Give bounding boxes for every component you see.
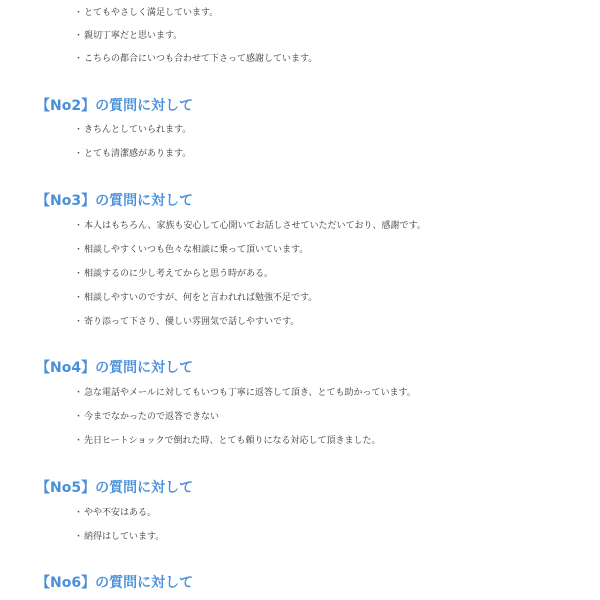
section-heading: 【No2】の質問に対して [36, 98, 194, 114]
list-item [74, 7, 218, 19]
list-item-text: 相談するのに少し考えてからと思う時がある。 [84, 269, 274, 279]
bullet-icon: ・ [74, 125, 84, 135]
list-item [74, 316, 299, 328]
list-item-text: 親切丁寧だと思います。 [84, 31, 183, 41]
list-item-text: こちらの都合にいつも合わせて下さって感謝しています。 [84, 54, 318, 64]
list-item-text: 納得はしています。 [84, 532, 165, 542]
list-item-text: きちんとしていられます。 [84, 125, 192, 135]
list-item [74, 268, 273, 280]
bullet-icon: ・ [74, 221, 84, 231]
list-item [74, 292, 317, 304]
bullet-icon: ・ [74, 54, 84, 64]
bullet-icon: ・ [74, 31, 84, 41]
list-item-text: 寄り添って下さり、優しい雰囲気で話しやすいです。 [84, 317, 300, 327]
section-heading: 【No3】の質問に対して [36, 193, 194, 209]
list-item-text: 急な電話やメールに対してもいつも丁寧に返答して頂き、とても助かっています。 [84, 388, 416, 398]
list-item [74, 531, 164, 543]
bullet-icon: ・ [74, 245, 84, 255]
list-item [74, 507, 156, 519]
list-item [74, 30, 182, 42]
list-item [74, 148, 191, 160]
section-heading: 【No5】の質問に対して [36, 480, 194, 496]
list-item-text: 相談しやすいのですが、何をと言われれば勉強不足です。 [84, 293, 318, 303]
list-item-text: 相談しやすくいつも色々な相談に乗って頂いています。 [84, 245, 309, 255]
list-item-text: とてもやさしく満足しています。 [84, 8, 219, 18]
bullet-icon: ・ [74, 293, 84, 303]
list-item [74, 387, 416, 399]
bullet-icon: ・ [74, 436, 84, 446]
bullet-icon: ・ [74, 317, 84, 327]
bullet-icon: ・ [74, 412, 84, 422]
list-item [74, 124, 191, 136]
bullet-icon: ・ [74, 388, 84, 398]
section-heading: 【No4】の質問に対して [36, 360, 194, 376]
list-item-text: とても清潔感があります。 [84, 149, 192, 159]
section-heading: 【No6】の質問に対して [36, 575, 194, 591]
list-item-text: 先日ヒートショックで倒れた時、とても頼りになる対応して頂きました。 [84, 436, 381, 446]
list-item-text: やや不安はある。 [84, 508, 157, 518]
bullet-icon: ・ [74, 149, 84, 159]
bullet-icon: ・ [74, 8, 84, 18]
list-item [74, 435, 380, 447]
list-item-text: 今までなかったので返答できない [84, 412, 220, 422]
list-item [74, 53, 317, 65]
bullet-icon: ・ [74, 532, 84, 542]
bullet-icon: ・ [74, 508, 84, 518]
list-item [74, 244, 308, 256]
list-item [74, 411, 219, 423]
bullet-icon: ・ [74, 269, 84, 279]
list-item [74, 220, 426, 232]
list-item-text: 本人はもちろん、家族も安心して心開いてお話しさせていただいており、感謝です。 [84, 221, 426, 231]
